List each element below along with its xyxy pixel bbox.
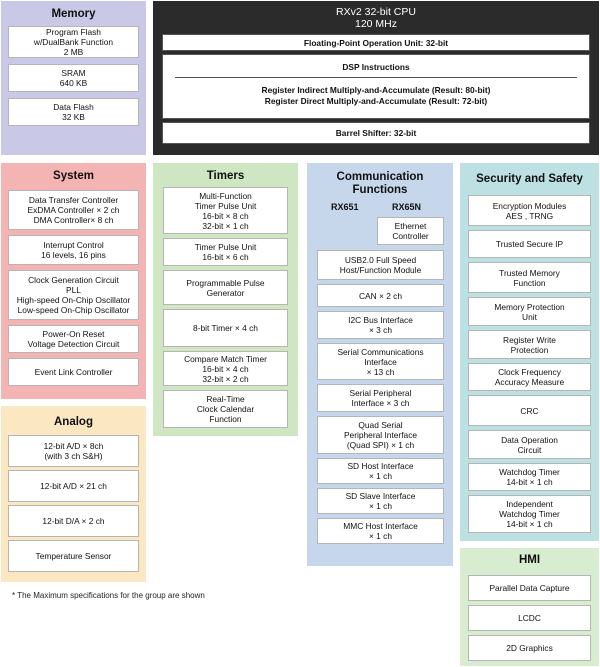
timers-item-tpu: Timer Pulse Unit 16-bit × 6 ch [163, 238, 288, 266]
hmi-item-lcdc: LCDC [468, 605, 591, 631]
hmi-title: HMI [518, 554, 541, 566]
system-item-interrupt: Interrupt Control 16 levels, 16 pins [8, 235, 139, 265]
security-item-trusted-memory: Trusted Memory Function [468, 262, 591, 293]
analog-item-da: 12-bit D/A × 2 ch [8, 505, 139, 537]
security-group [460, 163, 599, 541]
analog-item-ad-21ch: 12-bit A/D × 21 ch [8, 470, 139, 502]
comm-title: Communication Functions [336, 171, 424, 196]
system-item-clock: Clock Generation Circuit PLL High-speed On-Chip Oscillator Low-speed On-Chip Oscillator [8, 270, 139, 320]
system-item-data-transfer: Data Transfer Controller ExDMA Controller × 2 ch DMA Controller× 8 ch [8, 190, 139, 230]
timers-item-8bit: 8-bit Timer × 4 ch [163, 309, 288, 347]
analog-title: Analog [54, 416, 93, 428]
comm-item-usb: USB2.0 Full Speed Host/Function Module [317, 250, 444, 280]
comm-item-can: CAN × 2 ch [317, 284, 444, 307]
memory-group [1, 1, 146, 155]
comm-item-sci: Serial Communications Interface × 13 ch [317, 343, 444, 380]
hmi-item-2d-graphics: 2D Graphics [468, 635, 591, 661]
security-item-trusted-secure-ip: Trusted Secure IP [468, 230, 591, 258]
analog-item-ad-8ch: 12-bit A/D × 8ch (with 3 ch S&H) [8, 435, 139, 467]
hmi-item-parallel-capture: Parallel Data Capture [468, 575, 591, 601]
timers-item-ppg: Programmable Pulse Generator [163, 270, 288, 305]
analog-group [1, 406, 146, 582]
timers-title: Timers [206, 170, 245, 182]
system-group [1, 163, 146, 399]
comm-item-qspi: Quad Serial Peripheral Interface (Quad SPI) × 1 ch [317, 416, 444, 454]
hmi-group [460, 548, 599, 666]
cpu-dsp-divider [175, 77, 577, 78]
system-title: System [53, 170, 94, 182]
cpu-dsp [162, 54, 590, 119]
cpu-group [153, 1, 599, 155]
timers-group [153, 163, 298, 436]
comm-group [307, 163, 453, 566]
security-item-encryption: Encryption Modules AES , TRNG [468, 195, 591, 226]
cpu-fpu: Floating-Point Operation Unit: 32-bit [162, 34, 590, 51]
memory-item-sram: SRAM 640 KB [8, 64, 139, 92]
timers-item-rtc: Real-Time Clock Calendar Function [163, 390, 288, 428]
footnote: * The Maximum specifications for the group are shown [12, 591, 205, 600]
security-item-mpu: Memory Protection Unit [468, 297, 591, 326]
timers-item-cmt: Compare Match Timer 16-bit × 4 ch 32-bit × 2 ch [163, 351, 288, 386]
comm-item-i2c: I2C Bus Interface × 3 ch [317, 311, 444, 339]
security-title: Security and Safety [476, 173, 583, 185]
comm-col-rx651: RX651 [331, 202, 359, 212]
security-item-data-operation: Data Operation Circuit [468, 430, 591, 459]
security-item-register-write: Register Write Protection [468, 330, 591, 359]
timers-item-mtu: Multi-Function Timer Pulse Unit 16-bit × 8 ch 32-bit × 1 ch [163, 187, 288, 234]
security-item-crc: CRC [468, 395, 591, 426]
system-item-power-on-reset: Power-On Reset Voltage Detection Circuit [8, 325, 139, 353]
system-item-event-link: Event Link Controller [8, 358, 139, 386]
security-item-independent-watchdog: Independent Watchdog Timer 14-bit × 1 ch [468, 495, 591, 533]
comm-col-rx65n: RX65N [392, 202, 422, 212]
comm-item-sd-host: SD Host Interface × 1 ch [317, 458, 444, 484]
security-item-watchdog: Watchdog Timer 14-bit × 1 ch [468, 463, 591, 491]
memory-item-data-flash: Data Flash 32 KB [8, 98, 139, 126]
analog-item-temp-sensor: Temperature Sensor [8, 540, 139, 572]
cpu-dsp-title: DSP Instructions [342, 62, 410, 72]
memory-item-program-flash: Program Flash w/DualBank Function 2 MB [8, 26, 139, 58]
cpu-barrel-shifter: Barrel Shifter: 32-bit [162, 122, 590, 144]
security-item-clock-frequency: Clock Frequency Accuracy Measure [468, 363, 591, 391]
cpu-dsp-items: Register Indirect Multiply-and-Accumulate (Result: 80-bit) Register Direct Multiply-and-Accumulate (Result: 72-bit) [261, 85, 491, 106]
memory-title: Memory [51, 8, 96, 20]
cpu-title: RXv2 32-bit CPU 120 MHz [336, 6, 416, 30]
comm-item-mmc-host: MMC Host Interface × 1 ch [317, 518, 444, 544]
comm-item-spi: Serial Peripheral Interface × 3 ch [317, 384, 444, 412]
comm-item-ethernet: Ethernet Controller [377, 217, 444, 245]
comm-item-sd-slave: SD Slave Interface × 1 ch [317, 488, 444, 514]
